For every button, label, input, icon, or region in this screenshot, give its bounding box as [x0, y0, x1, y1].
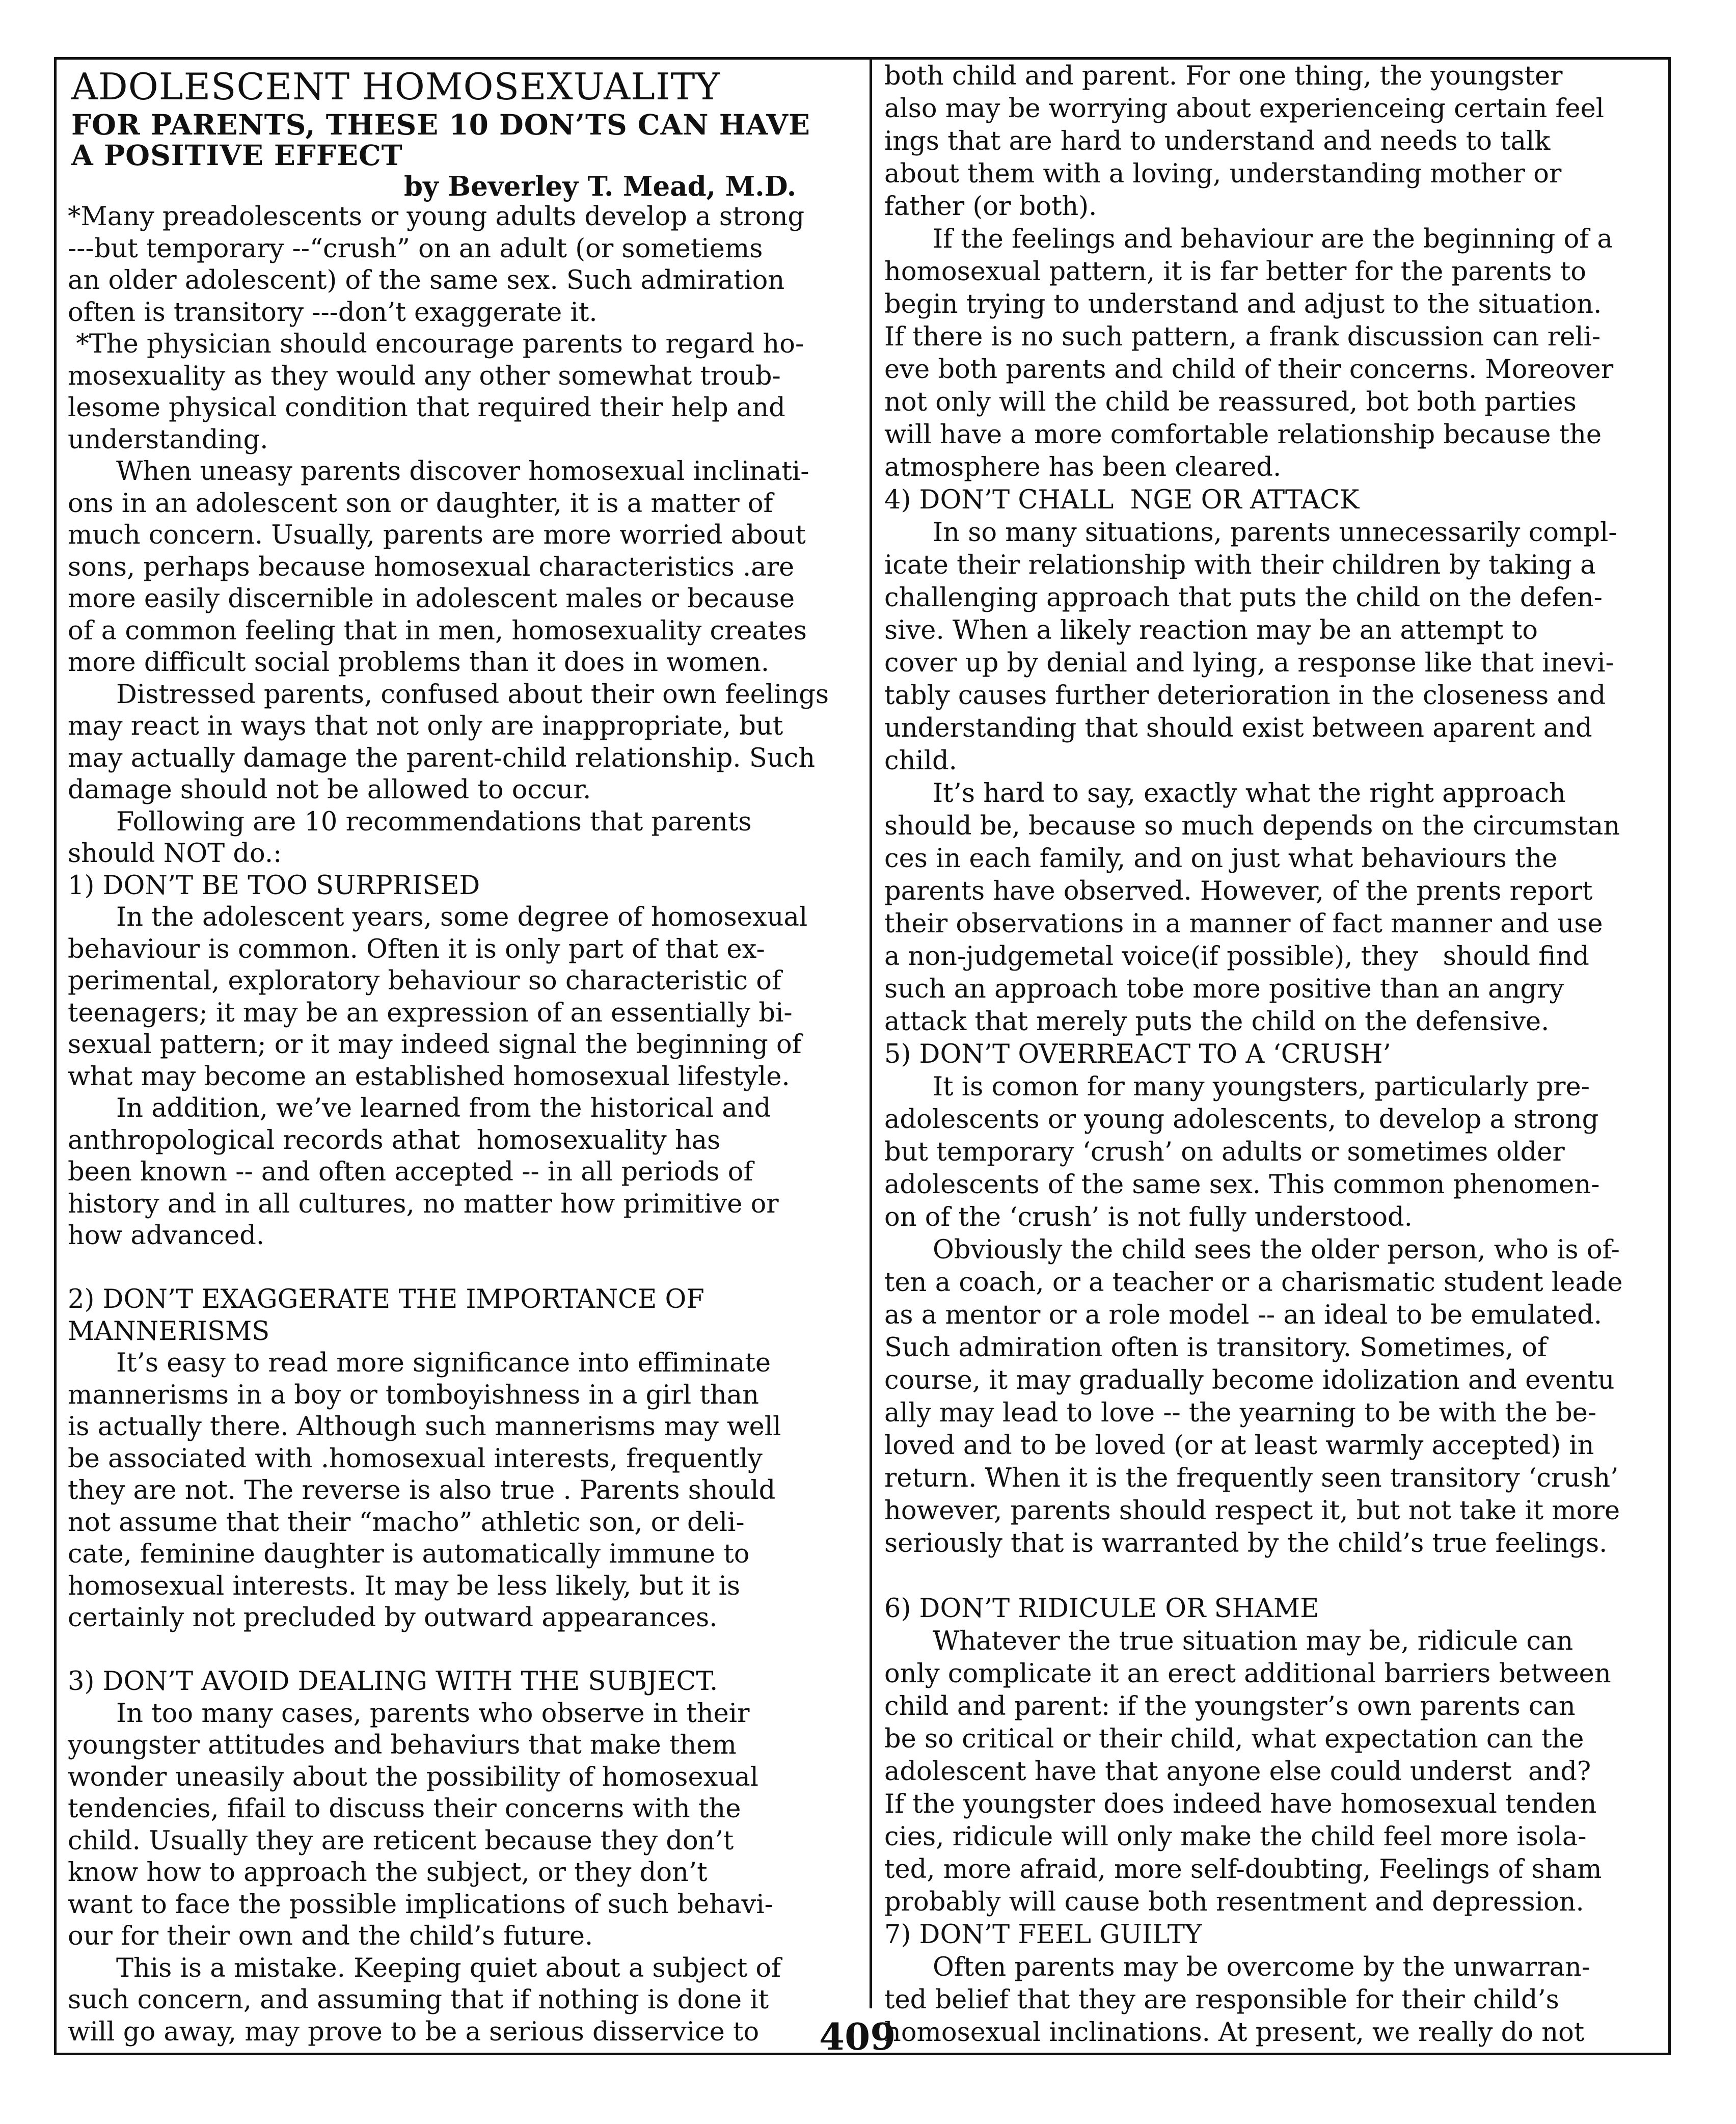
- text-line: mannerisms in a boy or tomboyishness in a girl than: [68, 1380, 759, 1410]
- text-line: Such admiration often is transitory. Sometimes, of: [884, 1333, 1547, 1363]
- text-line: It is comon for many youngsters, particularly pre-: [933, 1072, 1590, 1102]
- text-line: icate their relationship with their children by taking a: [884, 550, 1596, 580]
- text-line: homosexual interests. It may be less likely, but it is: [68, 1571, 741, 1601]
- text-line: only complicate it an erect additional barriers between: [884, 1659, 1611, 1689]
- text-line: be associated with .homosexual interests, frequently: [68, 1443, 763, 1474]
- article-subtitle-line-2: A POSITIVE EFFECT: [71, 139, 403, 172]
- text-line: tendencies, fifail to discuss their concerns with the: [68, 1794, 741, 1824]
- text-line: more easily discernible in adolescent males or because: [68, 584, 795, 614]
- text-line: parents have observed. However, of the prents report: [884, 876, 1593, 906]
- text-line: a non-judgemetal voice(if possible), they should find: [884, 942, 1589, 972]
- text-line: ten a coach, or a teacher or a charismatic student leade: [884, 1268, 1623, 1298]
- text-line: [68, 1252, 829, 1284]
- text-line: may actually damage the parent-child relationship. Such: [68, 743, 816, 773]
- text-line: homosexual inclinations. At present, we really do not: [884, 2018, 1585, 2048]
- text-line: Often parents may be overcome by the unwarran-: [933, 1952, 1591, 1982]
- text-line: ces in each family, and on just what behaviours the: [884, 844, 1558, 874]
- text-line: been known -- and often accepted -- in all periods of: [68, 1157, 753, 1187]
- text-line: child and parent: if the youngster’s own parents can: [884, 1691, 1576, 1722]
- text-line: they are not. The reverse is also true . Parents should: [68, 1475, 776, 1505]
- text-line: however, parents should respect it, but not take it more: [884, 1496, 1620, 1526]
- text-line: often is transitory ---don’t exaggerate it.: [68, 297, 598, 328]
- text-line: what may become an established homosexual lifestyle.: [68, 1061, 790, 1092]
- text-line: child. Usually they are reticent because they don’t: [68, 1825, 734, 1856]
- text-line: about them with a loving, understanding mother or: [884, 159, 1562, 189]
- section-heading: 4) DON’T CHALL NGE OR ATTACK: [884, 485, 1360, 515]
- text-line: perimental, exploratory behaviour so characteristic of: [68, 966, 781, 996]
- text-line: ally may lead to love -- the yearning to be with the be-: [884, 1398, 1597, 1428]
- text-line: cies, ridicule will only make the child feel more isola-: [884, 1822, 1587, 1852]
- text-line: This is a mistake. Keeping quiet about a subject of: [116, 1953, 781, 1983]
- text-line: Distressed parents, confused about their own feelings: [116, 679, 829, 710]
- text-line: If there is no such pattern, a frank discussion can reli-: [884, 322, 1601, 352]
- text-line: Obviously the child sees the older person, who is of-: [933, 1235, 1620, 1265]
- text-line: but temporary ‘crush’ on adults or sometimes older: [884, 1137, 1565, 1167]
- text-line: [884, 1560, 1623, 1593]
- text-line: If the youngster does indeed have homosexual tenden: [884, 1789, 1597, 1819]
- text-line: wonder uneasily about the possibility of homosexual: [68, 1762, 758, 1792]
- left-column: [68, 201, 829, 2048]
- text-line: want to face the possible implications of such behavi-: [68, 1889, 773, 1920]
- text-line: If the feelings and behaviour are the beginning of a: [933, 224, 1613, 254]
- text-line: eve both parents and child of their concerns. Moreover: [884, 355, 1614, 385]
- text-line: In the adolescent years, some degree of homosexual: [116, 902, 808, 932]
- text-line: seriously that is warranted by the child’s true feelings.: [884, 1528, 1608, 1558]
- text-line: ings that are hard to understand and needs to talk: [884, 126, 1551, 156]
- text-line: much concern. Usually, parents are more worried about: [68, 520, 806, 550]
- text-line: attack that merely puts the child on the defensive.: [884, 1007, 1550, 1037]
- text-line: such concern, and assuming that if nothing is done it: [68, 1985, 769, 2015]
- text-line: should be, because so much depends on the circumstan: [884, 811, 1620, 841]
- text-line: anthropological records athat homosexuality has: [68, 1125, 721, 1155]
- text-line: history and in all cultures, no matter how primitive or: [68, 1189, 779, 1219]
- text-line: child.: [884, 746, 957, 776]
- text-line: In too many cases, parents who observe in their: [116, 1698, 750, 1729]
- text-line: not only will the child be reassured, bot both parties: [884, 387, 1577, 417]
- column-divider: [870, 57, 872, 2008]
- text-line: Following are 10 recommendations that parents: [116, 806, 752, 837]
- text-line: on of the ‘crush’ is not fully understood.: [884, 1202, 1413, 1232]
- section-heading: 2) DON’T EXAGGERATE THE IMPORTANCE OF: [68, 1284, 704, 1314]
- text-line: sexual pattern; or it may indeed signal the beginning of: [68, 1030, 802, 1060]
- text-line: how advanced.: [68, 1221, 265, 1251]
- text-line: homosexual pattern, it is far better for the parents to: [884, 257, 1586, 287]
- text-line: challenging approach that puts the child on the defen-: [884, 583, 1603, 613]
- text-line: When uneasy parents discover homosexual inclinati-: [116, 456, 809, 487]
- text-line: atmosphere has been cleared.: [884, 452, 1282, 482]
- text-line: mosexuality as they would any other somewhat troub-: [68, 361, 781, 391]
- text-line: ons in an adolescent son or daughter, it is a matter of: [68, 488, 773, 519]
- text-line: as a mentor or a role model -- an ideal to be emulated.: [884, 1300, 1602, 1330]
- text-line: cover up by denial and lying, a response like that inevi-: [884, 648, 1614, 678]
- text-line: adolescent have that anyone else could underst and?: [884, 1757, 1591, 1787]
- text-line: ted belief that they are responsible for their child’s: [884, 1985, 1559, 2015]
- text-line: youngster attitudes and behaviurs that make them: [68, 1730, 737, 1760]
- article-title: ADOLESCENT HOMOSEXUALITY: [71, 65, 720, 108]
- text-line: know how to approach the subject, or they don’t: [68, 1858, 708, 1888]
- text-line: Whatever the true situation may be, ridicule can: [933, 1626, 1574, 1656]
- section-heading: MANNERISMS: [68, 1316, 270, 1347]
- text-line: should NOT do.:: [68, 839, 282, 869]
- text-line: adolescents of the same sex. This common phenomen-: [884, 1170, 1600, 1200]
- text-line: *The physician should encourage parents to regard ho-: [68, 329, 804, 359]
- text-line: certainly not precluded by outward appearances.: [68, 1603, 718, 1633]
- text-line: probably will cause both resentment and depression.: [884, 1887, 1584, 1917]
- text-line: *Many preadolescents or young adults develop a strong: [68, 202, 805, 232]
- text-line: an older adolescent) of the same sex. Such admiration: [68, 265, 785, 295]
- text-line: be so critical or their child, what expectation can the: [884, 1724, 1584, 1754]
- text-line: our for their own and the child’s future.: [68, 1921, 593, 1951]
- text-line: sive. When a likely reaction may be an attempt to: [884, 615, 1538, 646]
- text-line: In addition, we’ve learned from the historical and: [116, 1093, 771, 1123]
- section-heading: 6) DON’T RIDICULE OR SHAME: [884, 1594, 1319, 1624]
- text-line: may react in ways that not only are inappropriate, but: [68, 711, 783, 741]
- right-column: [884, 60, 1623, 2049]
- text-line: will go away, may prove to be a serious disservice to: [68, 2017, 760, 2047]
- text-line: ---but temporary --“crush” on an adult (or sometiems: [68, 233, 763, 264]
- byline: by Beverley T. Mead, M.D.: [404, 171, 797, 202]
- text-line: teenagers; it may be an expression of an essentially bi-: [68, 998, 793, 1028]
- text-line: begin trying to understand and adjust to the situation.: [884, 289, 1602, 319]
- text-line: damage should not be allowed to occur.: [68, 775, 591, 805]
- text-line: [68, 1634, 829, 1666]
- text-line: understanding.: [68, 424, 268, 455]
- text-line: is actually there. Although such mannerisms may well: [68, 1412, 781, 1442]
- text-line: behaviour is common. Often it is only part of that ex-: [68, 934, 765, 964]
- text-line: of a common feeling that in men, homosexuality creates: [68, 615, 807, 646]
- text-line: tably causes further deterioration in the closeness and: [884, 681, 1606, 711]
- text-line: understanding that should exist between aparent and: [884, 713, 1592, 743]
- text-line: course, it may gradually become idolization and eventu: [884, 1365, 1615, 1395]
- text-line: father (or both).: [884, 192, 1097, 222]
- text-line: will have a more comfortable relationship because the: [884, 420, 1602, 450]
- text-line: such an approach tobe more positive than an angry: [884, 974, 1564, 1004]
- text-line: lesome physical condition that required their help and: [68, 393, 785, 423]
- page-number: 409: [819, 2015, 896, 2058]
- text-line: more difficult social problems than it does in women.: [68, 648, 770, 678]
- text-line: return. When it is the frequently seen transitory ‘crush’: [884, 1463, 1619, 1493]
- text-line: It’s easy to read more significance into effiminate: [116, 1348, 771, 1378]
- text-line: In so many situations, parents unnecessarily compl-: [933, 518, 1617, 548]
- text-line: their observations in a manner of fact manner and use: [884, 909, 1603, 939]
- text-line: adolescents or young adolescents, to develop a strong: [884, 1105, 1599, 1135]
- section-heading: 3) DON’T AVOID DEALING WITH THE SUBJECT.: [68, 1666, 718, 1697]
- text-line: cate, feminine daughter is automatically immune to: [68, 1539, 750, 1569]
- text-line: ted, more afraid, more self-doubting, Feelings of sham: [884, 1854, 1602, 1885]
- text-line: not assume that their “macho” athletic son, or deli-: [68, 1507, 745, 1538]
- text-line: also may be worrying about experienceing certain feel: [884, 94, 1605, 124]
- text-line: It’s hard to say, exactly what the right approach: [933, 778, 1566, 809]
- text-line: sons, perhaps because homosexual characteristics .are: [68, 552, 795, 582]
- text-line: loved and to be loved (or at least warmly accepted) in: [884, 1431, 1594, 1461]
- article-subtitle-line-1: FOR PARENTS, THESE 10 DON’TS CAN HAVE: [71, 108, 810, 141]
- section-heading: 7) DON’T FEEL GUILTY: [884, 1920, 1202, 1950]
- section-heading: 1) DON’T BE TOO SURPRISED: [68, 870, 480, 901]
- text-line: both child and parent. For one thing, the youngster: [884, 61, 1563, 91]
- section-heading: 5) DON’T OVERREACT TO A ‘CRUSH’: [884, 1039, 1391, 1069]
